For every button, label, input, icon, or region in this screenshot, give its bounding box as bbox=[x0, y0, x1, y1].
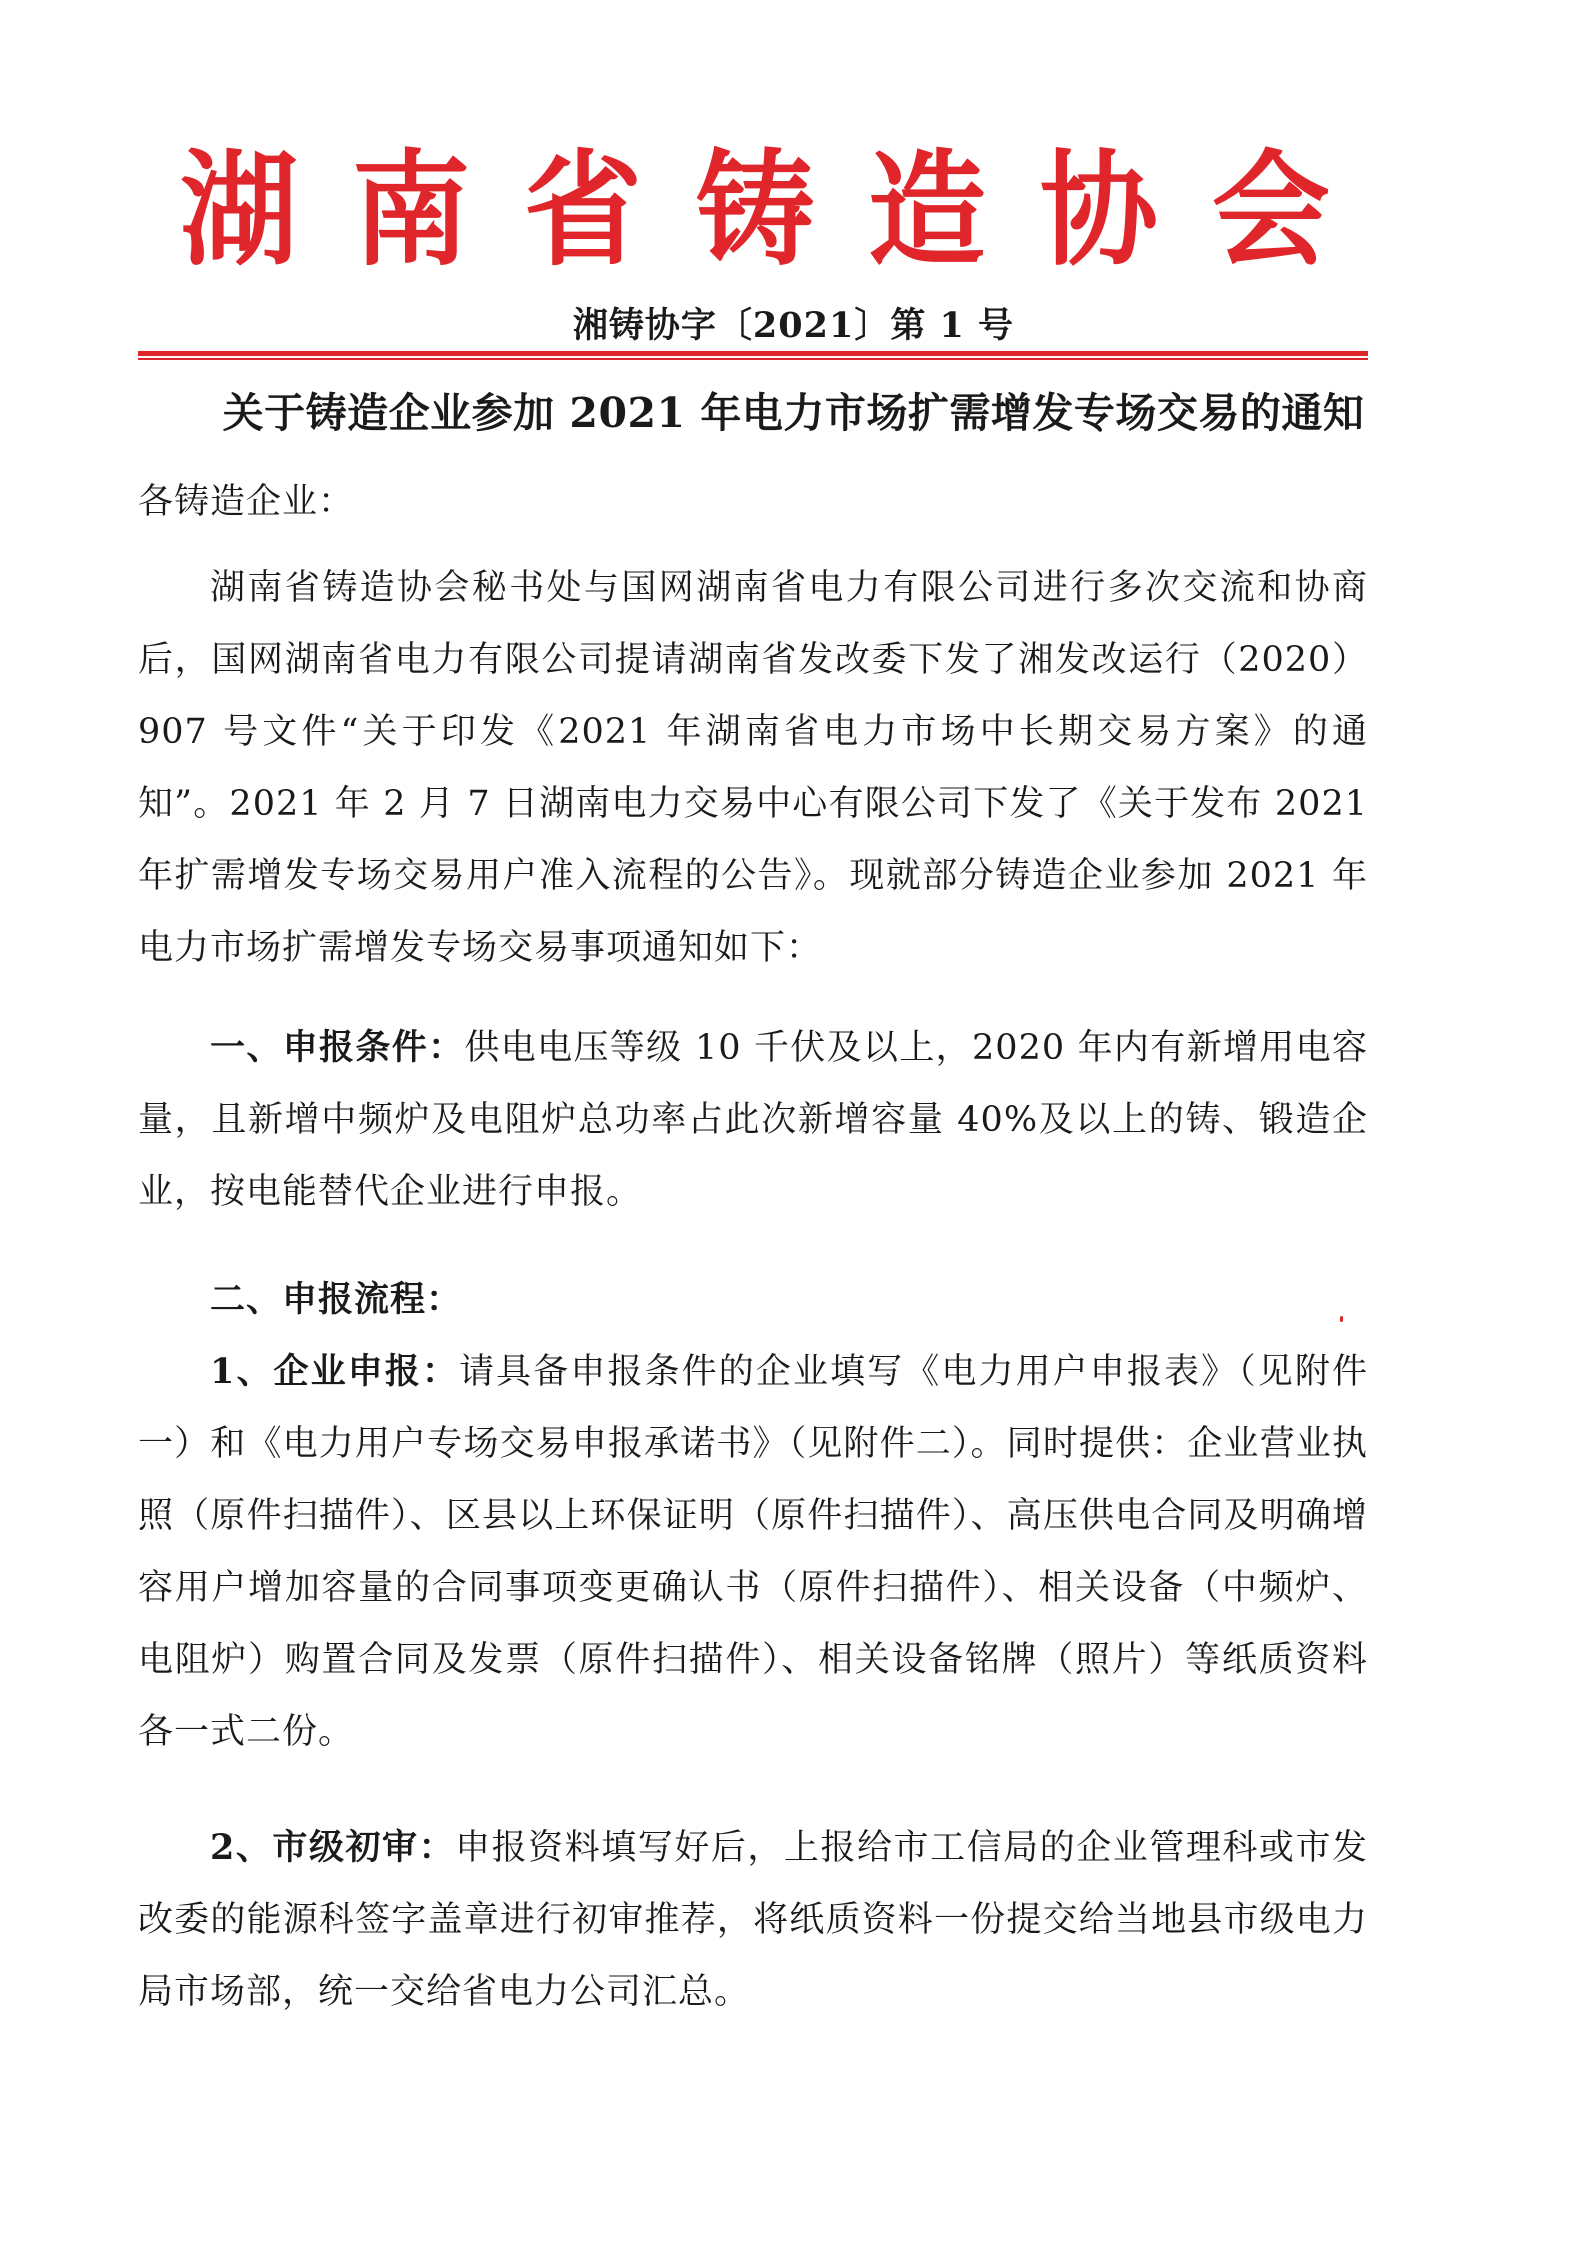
intro-paragraph: 湖南省铸造协会秘书处与国网湖南省电力有限公司进行多次交流和协商后，国网湖南省电力有限公司提请湖南省发改委下发了湘发改运行（2020）907 号文件“关于印发《2021 年湖南省电力市场中长期交易方案》的通知”。2021 年 2 月 7 日湖南电力交易中心有限公司下发了《关于发布 2021 年扩需增发专场交易用户准入流程的公告》。现就部分铸造企业参加 2021 年电力市场扩需增发专场交易事项通知如下： bbox=[138, 568, 1368, 968]
document-title: 关于铸造企业参加 2021 年电力市场扩需增发专场交易的通知 bbox=[222, 389, 1365, 437]
document-number: 湘铸协字〔2021〕第 1 号 bbox=[572, 305, 1015, 346]
organization-letterhead bbox=[180, 137, 1330, 283]
letterhead-char: 协 bbox=[1039, 137, 1158, 283]
item-heading: 1、企业申报： bbox=[210, 1351, 460, 1392]
section-application-conditions bbox=[138, 1012, 1368, 1228]
letterhead-char: 省 bbox=[523, 137, 642, 283]
item-heading: 2、市级初审： bbox=[210, 1827, 456, 1868]
letterhead-char: 造 bbox=[867, 137, 986, 283]
section-body: 供电电压等级 10 千伏及以上，2020 年内有新增用电容量，且新增中频炉及电阻炉总功率占此次新增容量 40%及以上的铸、锻造企业，按电能替代企业进行申报。 bbox=[138, 1028, 1368, 1212]
item-body: 申报资料填写好后，上报给市工信局的企业管理科或市发改委的能源科签字盖章进行初审推荐，将纸质资料一份提交给当地县市级电力局市场部，统一交给省电力公司汇总。 bbox=[138, 1828, 1368, 2012]
letterhead-char: 会 bbox=[1211, 137, 1330, 283]
letterhead-char: 湖 bbox=[180, 137, 299, 283]
section-application-process-heading: 二、申报流程： bbox=[210, 1279, 463, 1320]
letterhead-char: 南 bbox=[351, 137, 470, 283]
salutation: 各铸造企业： bbox=[138, 482, 355, 522]
letterhead-char: 铸 bbox=[695, 137, 814, 283]
process-item-enterprise-application bbox=[138, 1336, 1368, 1768]
red-divider-line bbox=[138, 351, 1368, 360]
scan-speck bbox=[1340, 1316, 1343, 1322]
process-item-city-review bbox=[138, 1812, 1368, 2028]
section-heading: 一、申报条件： bbox=[210, 1027, 465, 1068]
item-body: 请具备申报条件的企业填写《电力用户申报表》（见附件一）和《电力用户专场交易申报承诺书》（见附件二）。同时提供：企业营业执照（原件扫描件）、区县以上环保证明（原件扫描件）、高压供电合同及明确增容用户增加容量的合同事项变更确认书（原件扫描件）、相关设备（中频炉、电阻炉）购置合同及发票（原件扫描件）、相关设备铭牌（照片）等纸质资料各一式二份。 bbox=[138, 1352, 1368, 1752]
